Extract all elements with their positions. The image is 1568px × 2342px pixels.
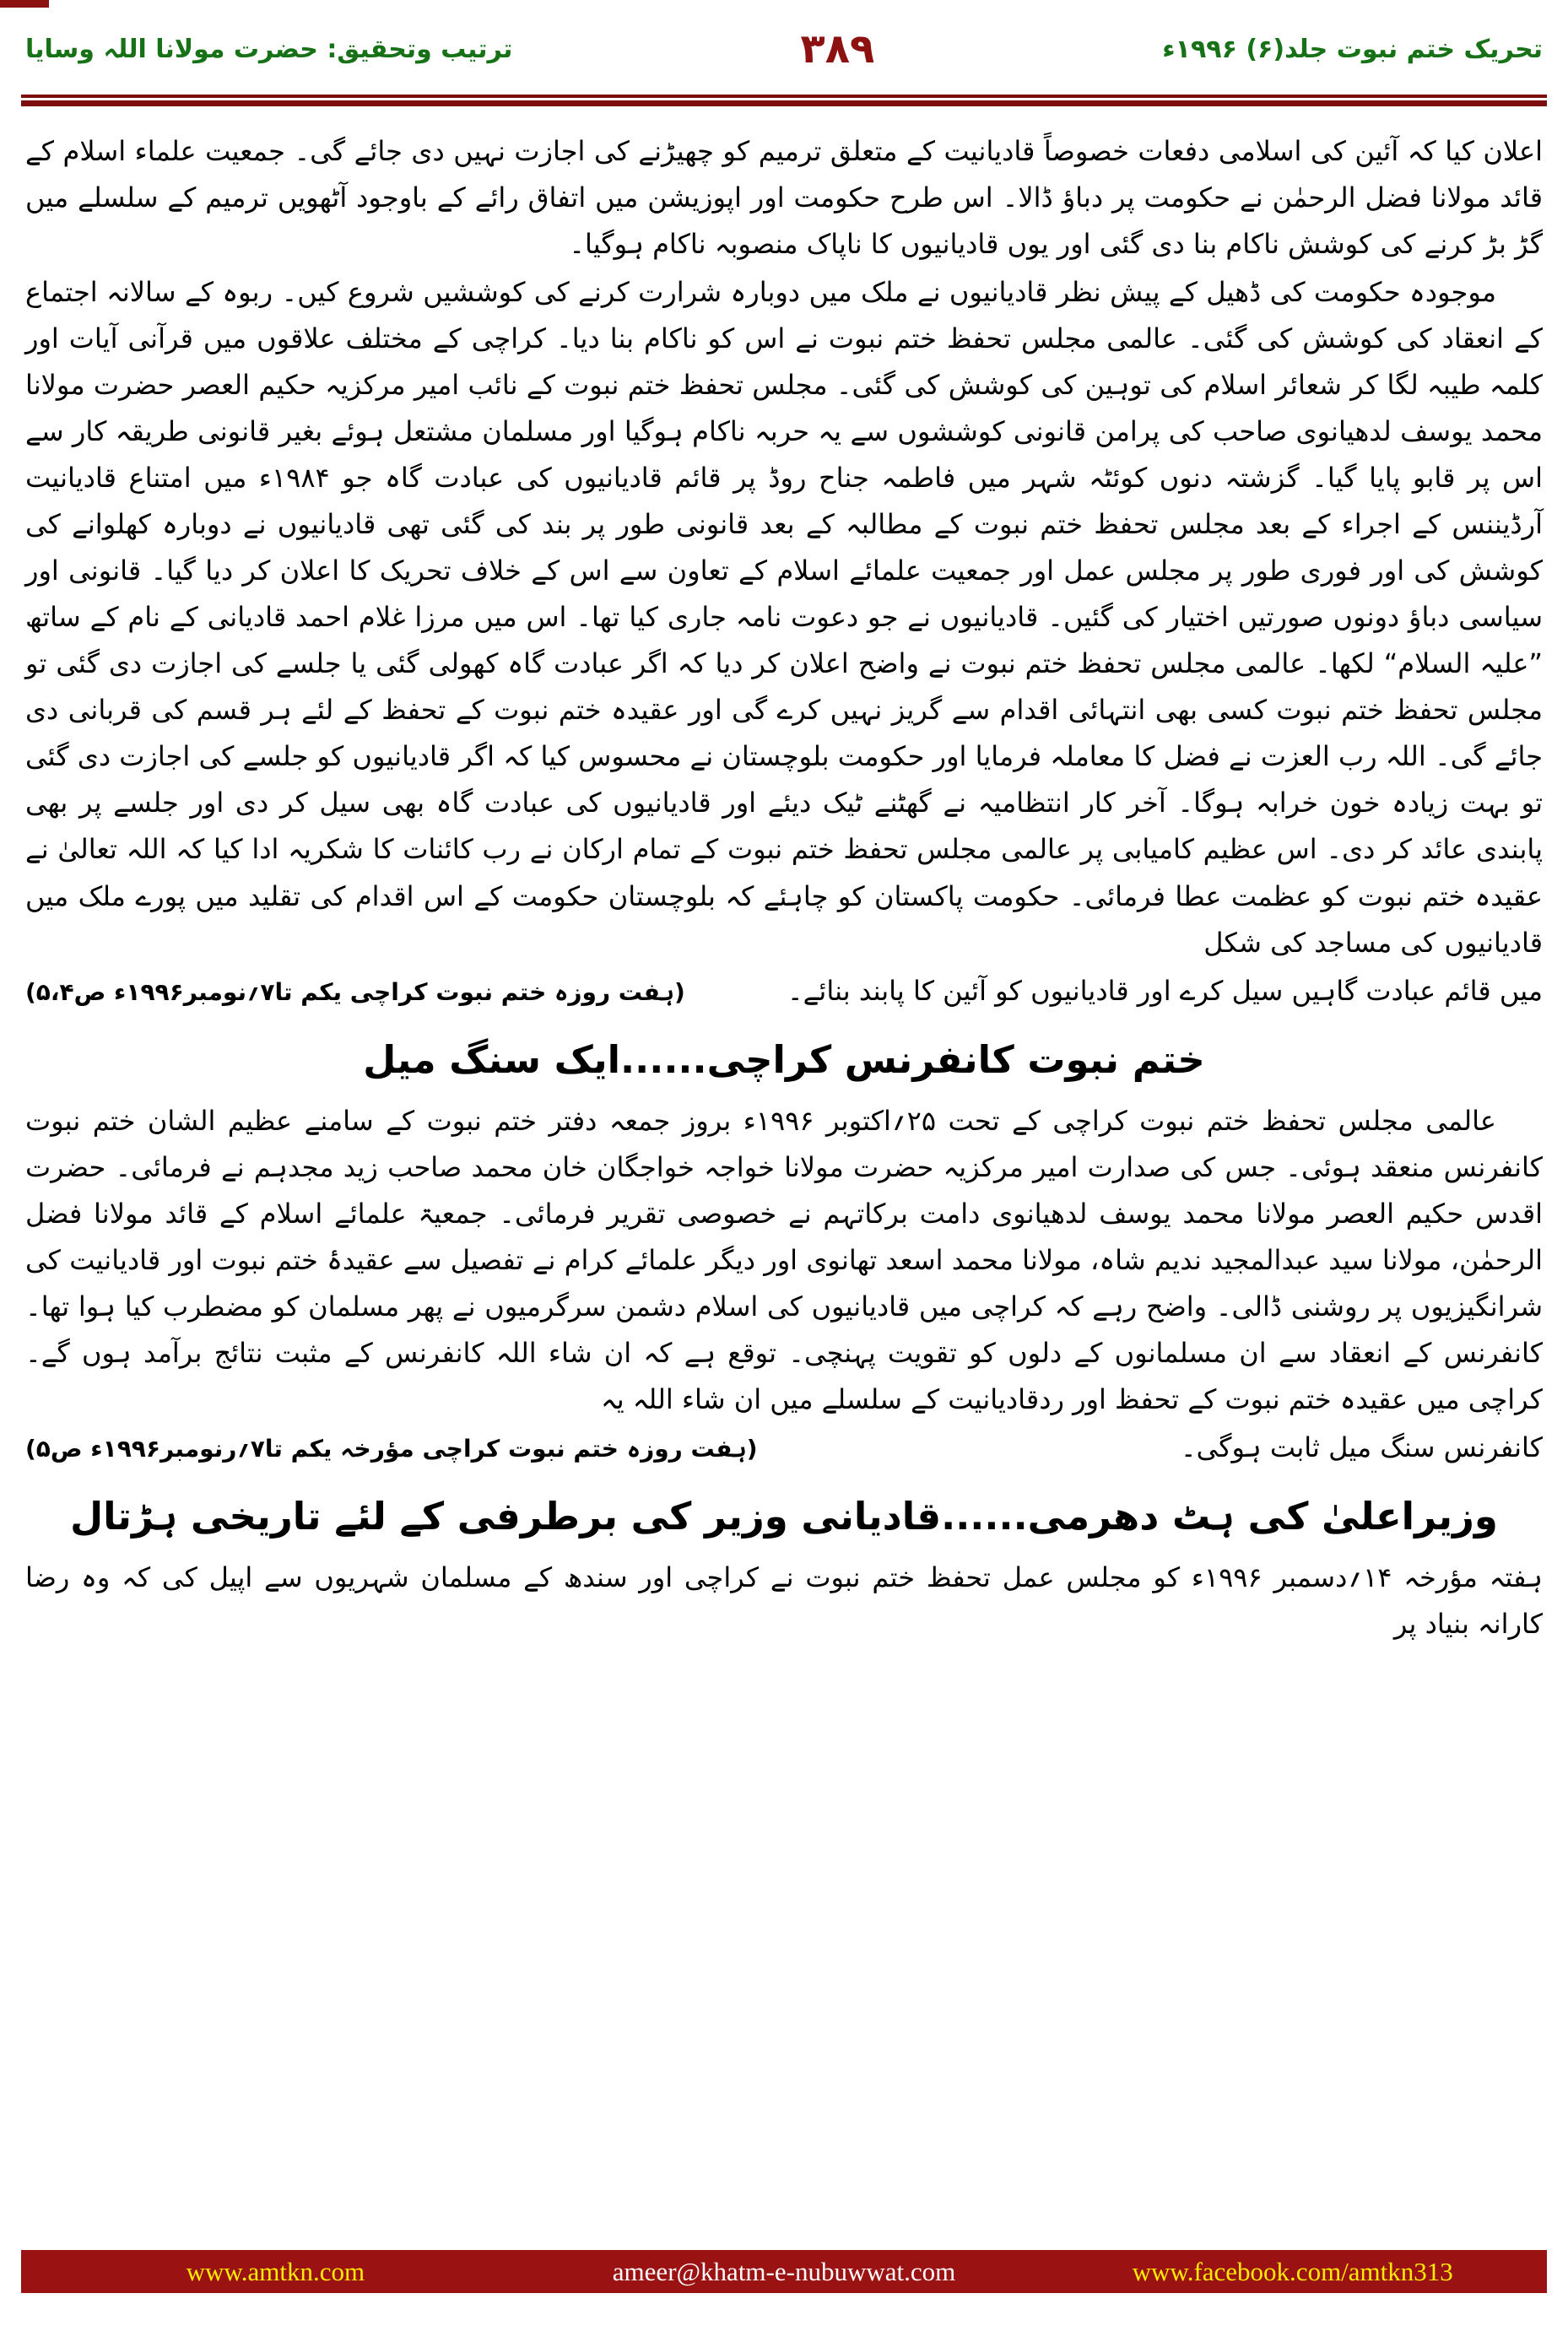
page-edge-mark (0, 0, 49, 8)
citation-1: (ہفت روزہ ختم نبوت کراچی یکم تا۷؍نومبر۱۹۹۶ء ص۵،۴) (25, 977, 685, 1006)
paragraph-1: اعلان کیا کہ آئین کی اسلامی دفعات خصوصاً قادیانیت کے متعلق ترمیم کو چھیڑنے کی اجازت نہیں دی جائے گی۔ جمعیت علماء اسلام کے قائد مولانا فضل الرحمٰن نے حکومت پر دباؤ ڈالا۔ اس طرح حکومت اور اپوزیشن میں اتفاق رائے کے باوجود آٹھویں ترمیم کے سلسلے میں گڑ بڑ کرنے کی کوشش ناکام بنا دی گئی اور یوں قادیانیوں کا ناپاک منصوبہ ناکام ہوگیا۔ (25, 135, 1544, 261)
paragraph-4: ہفتہ مؤرخہ ۱۴؍دسمبر ۱۹۹۶ء کو مجلس عمل تحفظ ختم نبوت نے کراچی اور سندھ کے مسلمان شہریوں سے اپیل کی کہ وہ رضا کارانہ بنیاد پر (25, 1560, 1544, 1640)
footer-bar (21, 2250, 1547, 2293)
citation-2: (ہفت روزہ ختم نبوت کراچی مؤرخہ یکم تا۷؍رنومبر۱۹۹۶ء ص۵) (25, 1434, 758, 1463)
footer-website-url: www.amtkn.com (186, 2256, 365, 2286)
header-separator-rule (21, 95, 1547, 106)
paragraph-3-lastline (25, 1425, 1543, 1471)
section-heading-conference: ختم نبوت کانفرنس کراچی......ایک سنگ میل (363, 1036, 1205, 1082)
paragraph-3: عالمی مجلس تحفظ ختم نبوت کراچی کے تحت ۲۵؍اکتوبر ۱۹۹۶ء بروز جمعہ دفتر ختم نبوت کے سامنے عظیم الشان ختم نبوت کانفرنس منعقد ہوئی۔ جس کی صدارت امیر مرکزیہ حضرت مولانا خواجہ خواجگان خان محمد صاحب زید مجدہم نے فرمائی۔ حضرت اقدس حکیم العصر مولانا محمد یوسف لدھیانوی دامت برکاتہم نے خصوصی تقریر فرمائی۔ جمعیۃ علمائے اسلام کے قائد مولانا فضل الرحمٰن، مولانا سید عبدالمجید ندیم شاہ، مولانا محمد اسعد تھانوی اور دیگر علمائے کرام نے تفصیل سے عقیدۂ ختم نبوت اور قادیانیت کی شرانگیزیوں پر روشنی ڈالی۔ واضح رہے کہ کراچی میں قادیانیوں کی اسلام دشمن سرگرمیوں نے پھر مسلمان کو مضطرب کیا ہوا تھا۔ کانفرنس کے انعقاد سے ان مسلمانوں کے دلوں کو تقویت پہنچی۔ توقع ہے کہ ان شاء اللہ کانفرنس کے مثبت نتائج برآمد ہوں گے۔ کراچی میں عقیدہ ختم نبوت کے تحفظ اور ردقادیانیت کے سلسلے میں ان شاء اللہ یہ (25, 1104, 1543, 1415)
paragraph-2: موجودہ حکومت کی ڈھیل کے پیش نظر قادیانیوں نے ملک میں دوبارہ شرارت کرنے کی کوششیں شروع کیں۔ ربوہ کے سالانہ اجتماع کے انعقاد کی کوشش کی گئی۔ عالمی مجلس تحفظ ختم نبوت نے اس کو ناکام بنا دیا۔ کراچی کے مختلف علاقوں میں قرآنی آیات اور کلمہ طیبہ لگا کر شعائر اسلام کی توہین کی کوشش کی گئی۔ مجلس تحفظ ختم نبوت کے نائب امیر مرکزیہ حکیم العصر حضرت مولانا محمد یوسف لدھیانوی صاحب کی پرامن قانونی کوششوں سے یہ حربہ ناکام ہوگیا اور مسلمان مشتعل ہوئے بغیر قانونی طریقہ کار سے اس پر قابو پایا گیا۔ گزشتہ دنوں کوئٹہ شہر میں فاطمہ جناح روڈ پر قائم قادیانیوں کی عبادت گاہ جو ۱۹۸۴ء میں امتناع قادیانیت آرڈیننس کے اجراء کے بعد مجلس تحفظ ختم نبوت کے مطالبہ کے بعد قانونی طور پر بند کی گئی تھی قادیانیوں نے دوبارہ کھلوانے کی کوشش کی اور فوری طور پر مجلس عمل اور جمعیت علمائے اسلام کے تعاون سے اس کے خلاف تحریک کا اعلان کر دیا گیا۔ قانونی اور سیاسی دباؤ دونوں صورتیں اختیار کی گئیں۔ قادیانیوں نے جو دعوت نامہ جاری کیا تھا۔ اس میں مرزا غلام احمد قادیانی کے نام کے ساتھ ”علیہ السلام“ لکھا۔ عالمی مجلس تحفظ ختم نبوت نے واضح اعلان کر دیا کہ اگر عبادت گاہ کھولی گئی یا جلسے کی اجازت دی گئی تو مجلس تحفظ ختم نبوت کسی بھی انتہائی اقدام سے گریز نہیں کرے گی اور عقیدہ ختم نبوت کے تحفظ کے لئے ہر قسم کی قربانی دی جائے گی۔ اللہ رب العزت نے فضل کا معاملہ فرمایا اور حکومت بلوچستان نے محسوس کیا کہ اگر قادیانیوں کو جلسے کی اجازت دی گئی تو بہت زیادہ خون خرابہ ہوگا۔ آخر کار انتظامیہ نے گھٹنے ٹیک دیئے اور قادیانیوں کی عبادت گاہ بھی سیل کر دی اور جلسے پر بھی پابندی عائد کر دی۔ اس عظیم کامیابی پر عالمی مجلس تحفظ ختم نبوت کے تمام ارکان نے رب کائنات کا شکریہ ادا کیا کہ اللہ تعالیٰ نے عقیدہ ختم نبوت کو عظمت عطا فرمائی۔ حکومت پاکستان کو چاہئے کہ بلوچستان حکومت کے اس اقدام کی تقلید میں پورے ملک میں قادیانیوں کی مساجد کی شکل (25, 276, 1544, 959)
paragraph-2-lastline (25, 968, 1543, 1014)
separator-thin-line (21, 95, 1547, 98)
separator-thick-line (21, 100, 1547, 106)
paragraph-3-tail: کانفرنس سنگ میل ثابت ہوگی۔ (1180, 1431, 1543, 1463)
paragraph-2-tail: میں قائم عبادت گاہیں سیل کرے اور قادیانیوں کو آئین کا پابند بنائے۔ (787, 974, 1543, 1007)
footer-email-address: ameer@khatm-e-nubuwwat.com (612, 2256, 956, 2286)
body-text-area (0, 106, 1568, 1647)
compiler-credit: ترتیب وتحقیق: حضرت مولانا اللہ وسایا (25, 34, 513, 64)
footer-facebook-url: www.facebook.com/amtkn313 (1132, 2256, 1453, 2286)
book-volume-title: تحریک ختم نبوت جلد(۶) ۱۹۹۶ء (1162, 34, 1543, 64)
page-number: ۳۸۹ (800, 25, 875, 73)
page-header (0, 0, 1568, 78)
section-heading-strike: وزیراعلیٰ کی ہٹ دھرمی......قادیانی وزیر کی برطرفی کے لئے تاریخی ہڑتال (70, 1493, 1498, 1539)
